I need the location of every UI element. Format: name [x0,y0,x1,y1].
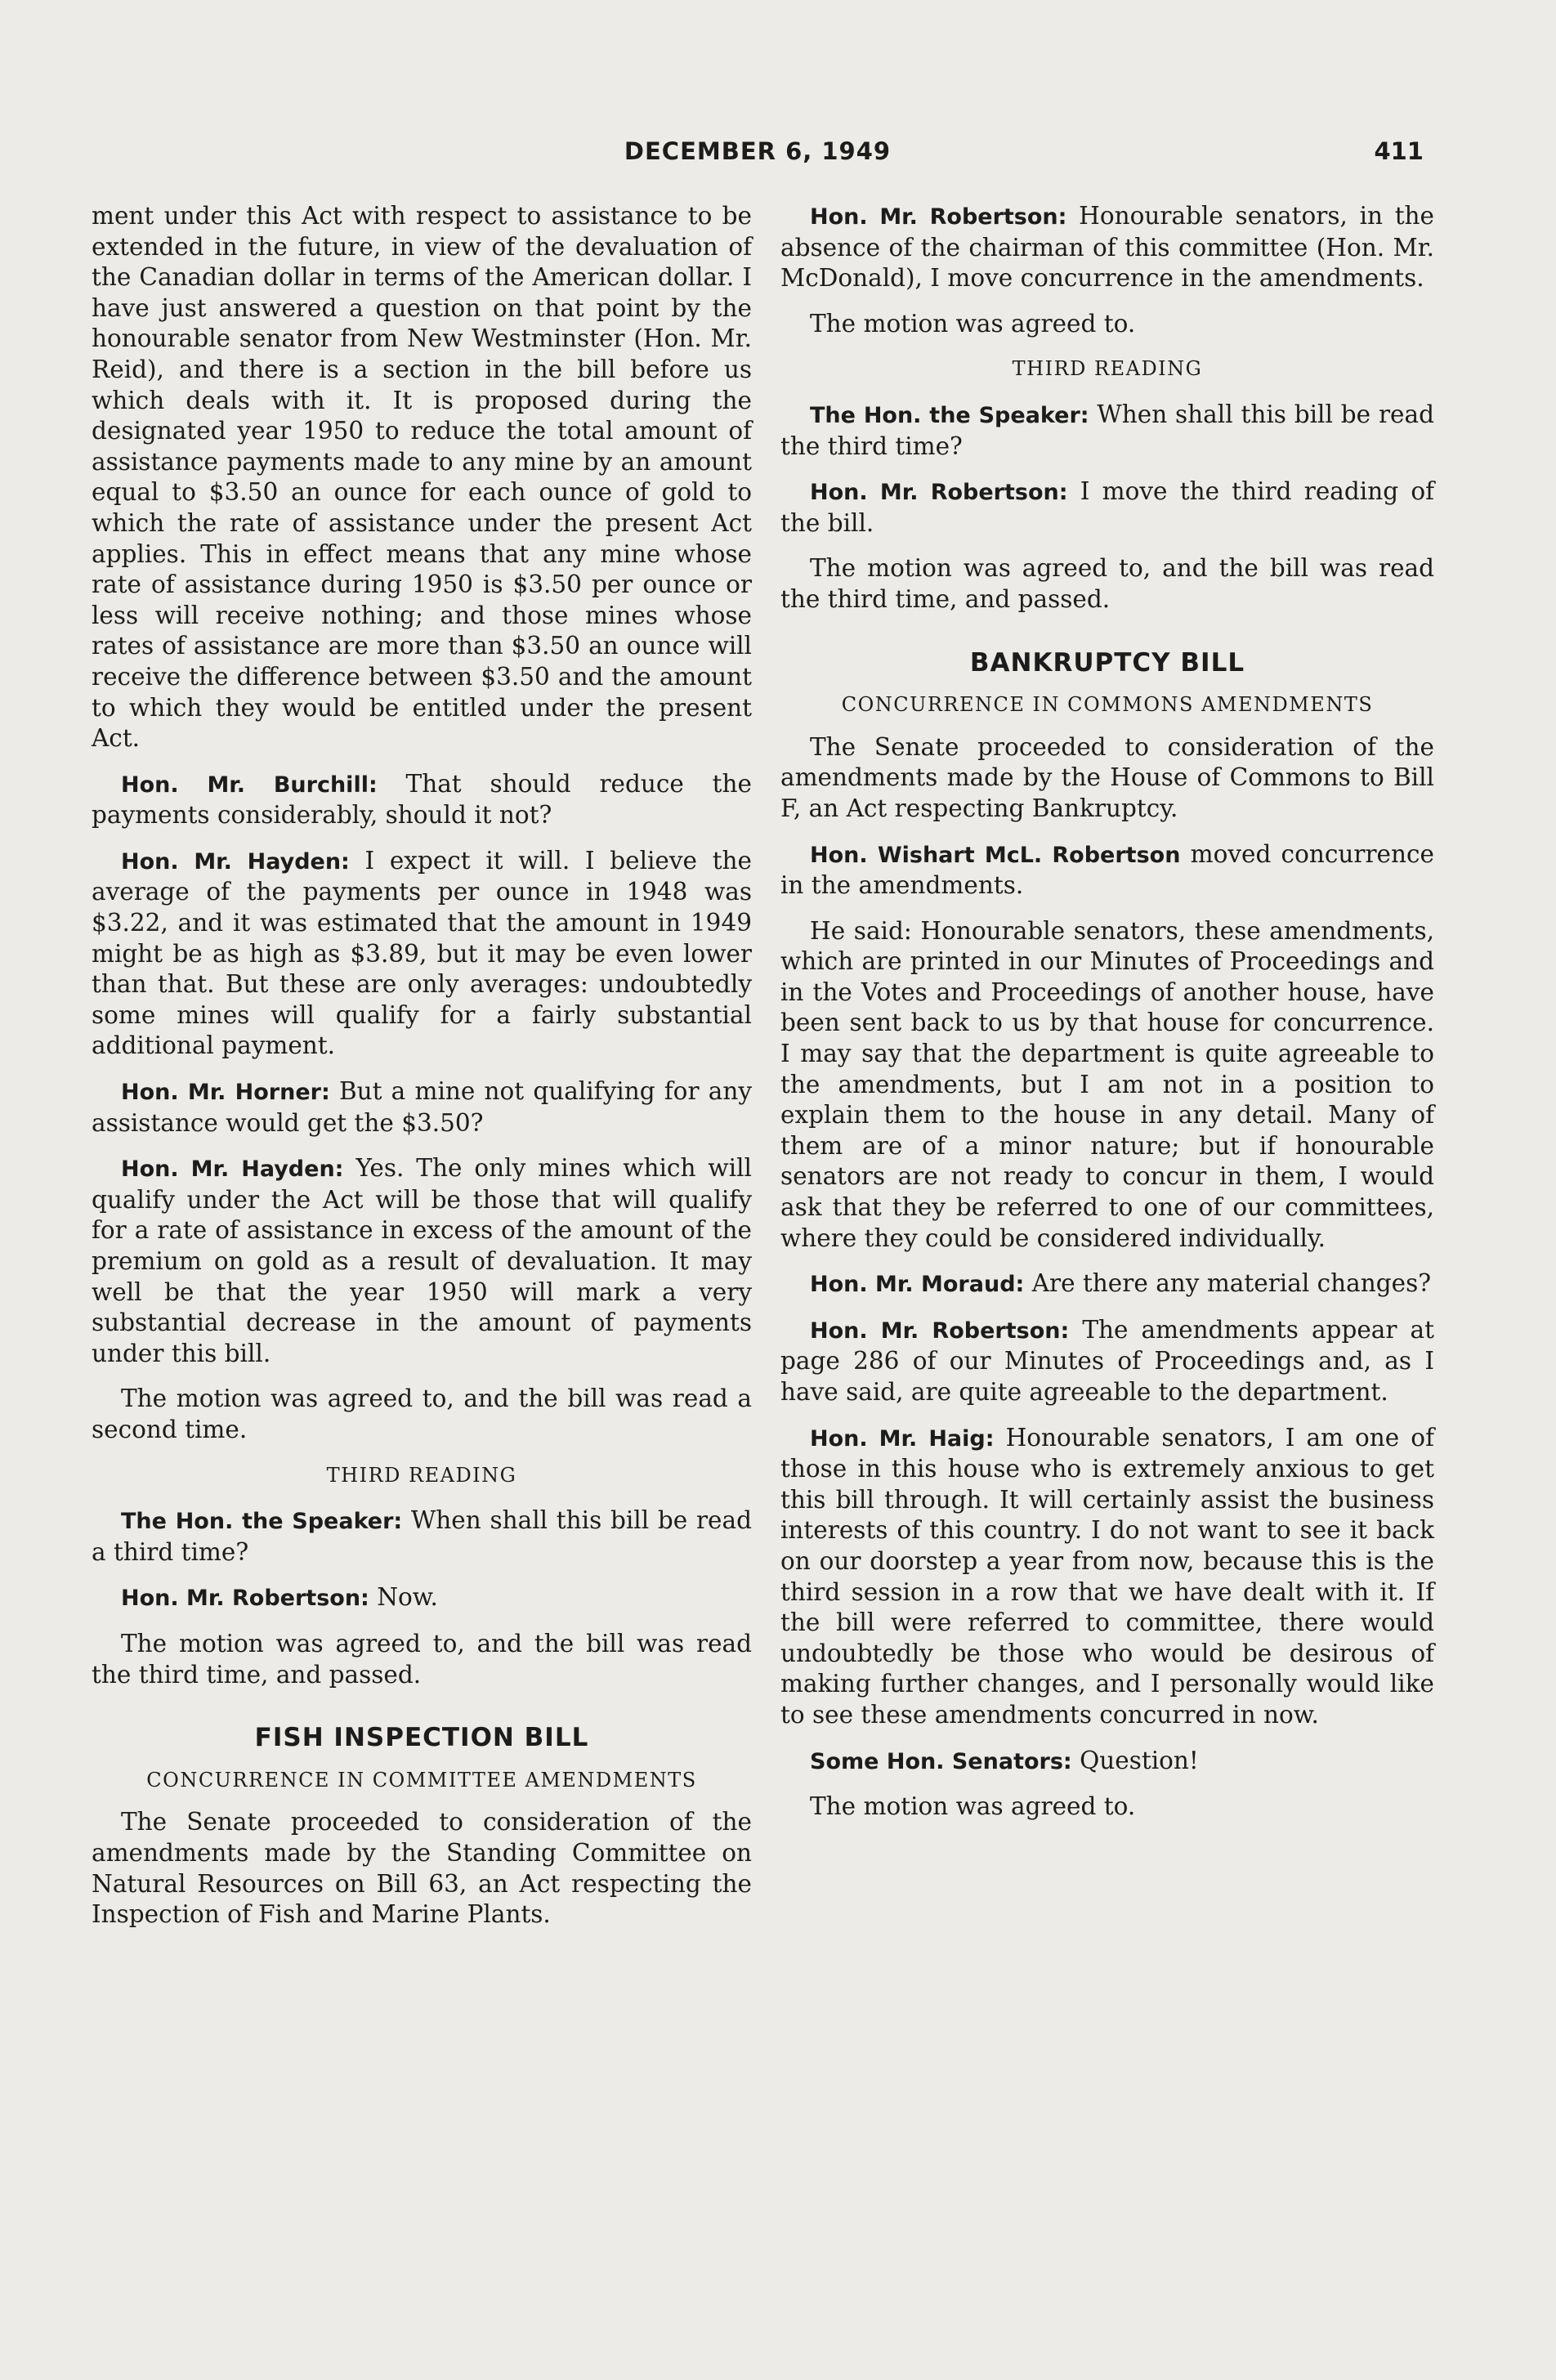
speaker-name: Hon. Mr. Robertson: [810,204,1067,230]
speaker-name: Hon. Mr. Hayden: [121,848,350,875]
speaker-name: Hon. Mr. Robertson: [810,480,1068,506]
speaker-name: The Hon. the Speaker: [121,1509,403,1535]
paragraph [92,1505,752,1568]
speech-text: But a mine not qualifying for any assistance would get the $3.50? [92,1077,752,1137]
section-heading: BANKRUPTCY BILL [969,647,1245,678]
speech-text: Are there any material changes? [1024,1269,1432,1298]
section-heading: FISH INSPECTION BILL [254,1723,589,1753]
paragraph [92,846,752,1062]
speaker-name: Hon. Mr. Horner: [121,1080,330,1106]
paragraph: The Senate proceeded to consideration of the amendments made by the Standing Committee on Natural Resources on Bill 63, an Act respecting the Inspection of Fish and Marine Plants. [92,1808,752,1929]
speech-text: moved concurrence in the amendments. [780,839,1434,900]
section-caption: CONCURRENCE IN COMMONS AMENDMENTS [841,693,1374,717]
speech-text: Now. [369,1583,438,1612]
paragraph [780,1268,1434,1300]
left-column [92,201,752,1945]
speech-text: I expect it will. I believe the average of the payments per ounce in 1948 was $3.22, and it was estimated that the amount in 1949 might be as high as $3.89, but it may be even lower than that. But these are only averages: undoubtedly some mines will qualify for a fairly substantial additional payment. [92,846,753,1060]
section-caption: CONCURRENCE IN COMMITTEE AMENDMENTS [146,1768,697,1792]
paragraph [92,1076,752,1139]
paragraph: The Senate proceeded to consideration of the amendments made by the House of Commons to Bill F, an Act respecting Bankruptcy. [780,732,1434,822]
paragraph [780,476,1434,539]
paragraph [780,201,1434,294]
speaker-name: Hon. Mr. Robertson: [121,1586,369,1612]
page-header [92,137,1424,173]
speaker-name: Hon. Mr. Burchill: [121,772,378,798]
speaker-name: Hon. Mr. Moraud: [810,1272,1025,1298]
speech-text: Yes. The only mines which will qualify under the Act will be those that will qualify for a rate of assistance in excess of the amount of the premium on gold as a result of devaluation. It may well be that the year 1950 will mark a very substantial decrease in the amount of payments under this bill. [92,1154,752,1367]
paragraph: He said: Honourable senators, these amendments, which are printed in our Minutes of Proceedings and in the Votes and Proceedings of another house, have been sent back to us by that house for concurrence. I may say that the department is quite agreeable to the amendments, but I am not in a position to explain them to the house in any detail. Many of them are of a minor nature; but if honourable senators are not ready to concur in them, I would ask that they be referred to one of our committees, where they could be considered individually. [780,916,1434,1252]
speech-text: That should reduce the payments considerably, should it not? [92,769,752,830]
paragraph: The motion was agreed to, and the bill was read the third time, and passed. [92,1629,752,1689]
speaker-name: Hon. Mr. Robertson: [810,1318,1070,1344]
paragraph: The motion was agreed to. [810,1792,1136,1821]
speech-text: The amendments appear at page 286 of our Minutes of Proceedings and, as I have said, are quite agreeable to the department. [780,1315,1434,1406]
section-subheading: THIRD READING [1012,357,1203,381]
speech-text: Honourable senators, in the absence of the chairman of this committee (Hon. Mr. McDonald), I move concurrence in the amendments. [780,202,1435,293]
paragraph: ment under this Act with respect to assistance to be extended in the future, in view of the devaluation of the Canadian dollar in terms of the American dollar. I have just answered a question on that point by the honourable senator from New Westminster (Hon. Mr. Reid), and there is a section in the bill before us which deals with it. It is proposed during the designated year 1950 to reduce the total amount of assistance payments made to any mine by an amount equal to $3.50 an ounce for each ounce of gold to which the rate of assistance under the present Act applies. This in effect means that any mine whose rate of assistance during 1950 is $3.50 per ounce or less will receive nothing; and those mines whose rates of assistance are more than $3.50 an ounce will receive the difference between $3.50 and the amount to which they would be entitled under the present Act. [92,202,752,753]
paragraph [780,1746,1434,1778]
paragraph: The motion was agreed to, and the bill was read a second time. [92,1385,752,1443]
paragraph [92,1153,752,1369]
paragraph [92,1582,752,1614]
paragraph [780,400,1434,462]
speech-text: When shall this bill be read a third time? [92,1506,752,1566]
speaker-name: The Hon. the Speaker: [810,402,1089,428]
speech-text: When shall this bill be read the third time? [780,400,1434,460]
page-number: 411 [1374,137,1424,165]
speech-text: I move the third reading of the bill. [780,477,1434,537]
page-date: DECEMBER 6, 1949 [624,137,892,165]
speaker-name: Some Hon. Senators: [810,1748,1072,1774]
paragraph [92,769,752,831]
section-subheading: THIRD READING [326,1463,517,1487]
paragraph: The motion was agreed to, and the bill was read the third time, and passed. [780,554,1434,613]
speaker-name: Hon. Mr. Haig: [810,1425,995,1452]
speech-text: Honourable senators, I am one of those in this house who is extremely anxious to get this bill through. It will certainly assist the business interests of this country. I do not want to see it back on our doorstep a year from now, because this is the third session in a row that we have dealt with it. If the bill were referred to committee, there would undoubtedly be those who would be desirous of making further changes, and I personally would like to see these amendments concurred in now. [780,1423,1434,1729]
right-column [780,201,1434,1837]
paragraph: The motion was agreed to. [810,309,1136,338]
paragraph [780,1423,1434,1731]
paragraph [780,1315,1434,1408]
speaker-name: Hon. Wishart McL. Robertson [810,842,1181,868]
speaker-name: Hon. Mr. Hayden: [121,1156,344,1183]
speech-text: Question! [1071,1746,1199,1774]
paragraph [780,839,1434,901]
